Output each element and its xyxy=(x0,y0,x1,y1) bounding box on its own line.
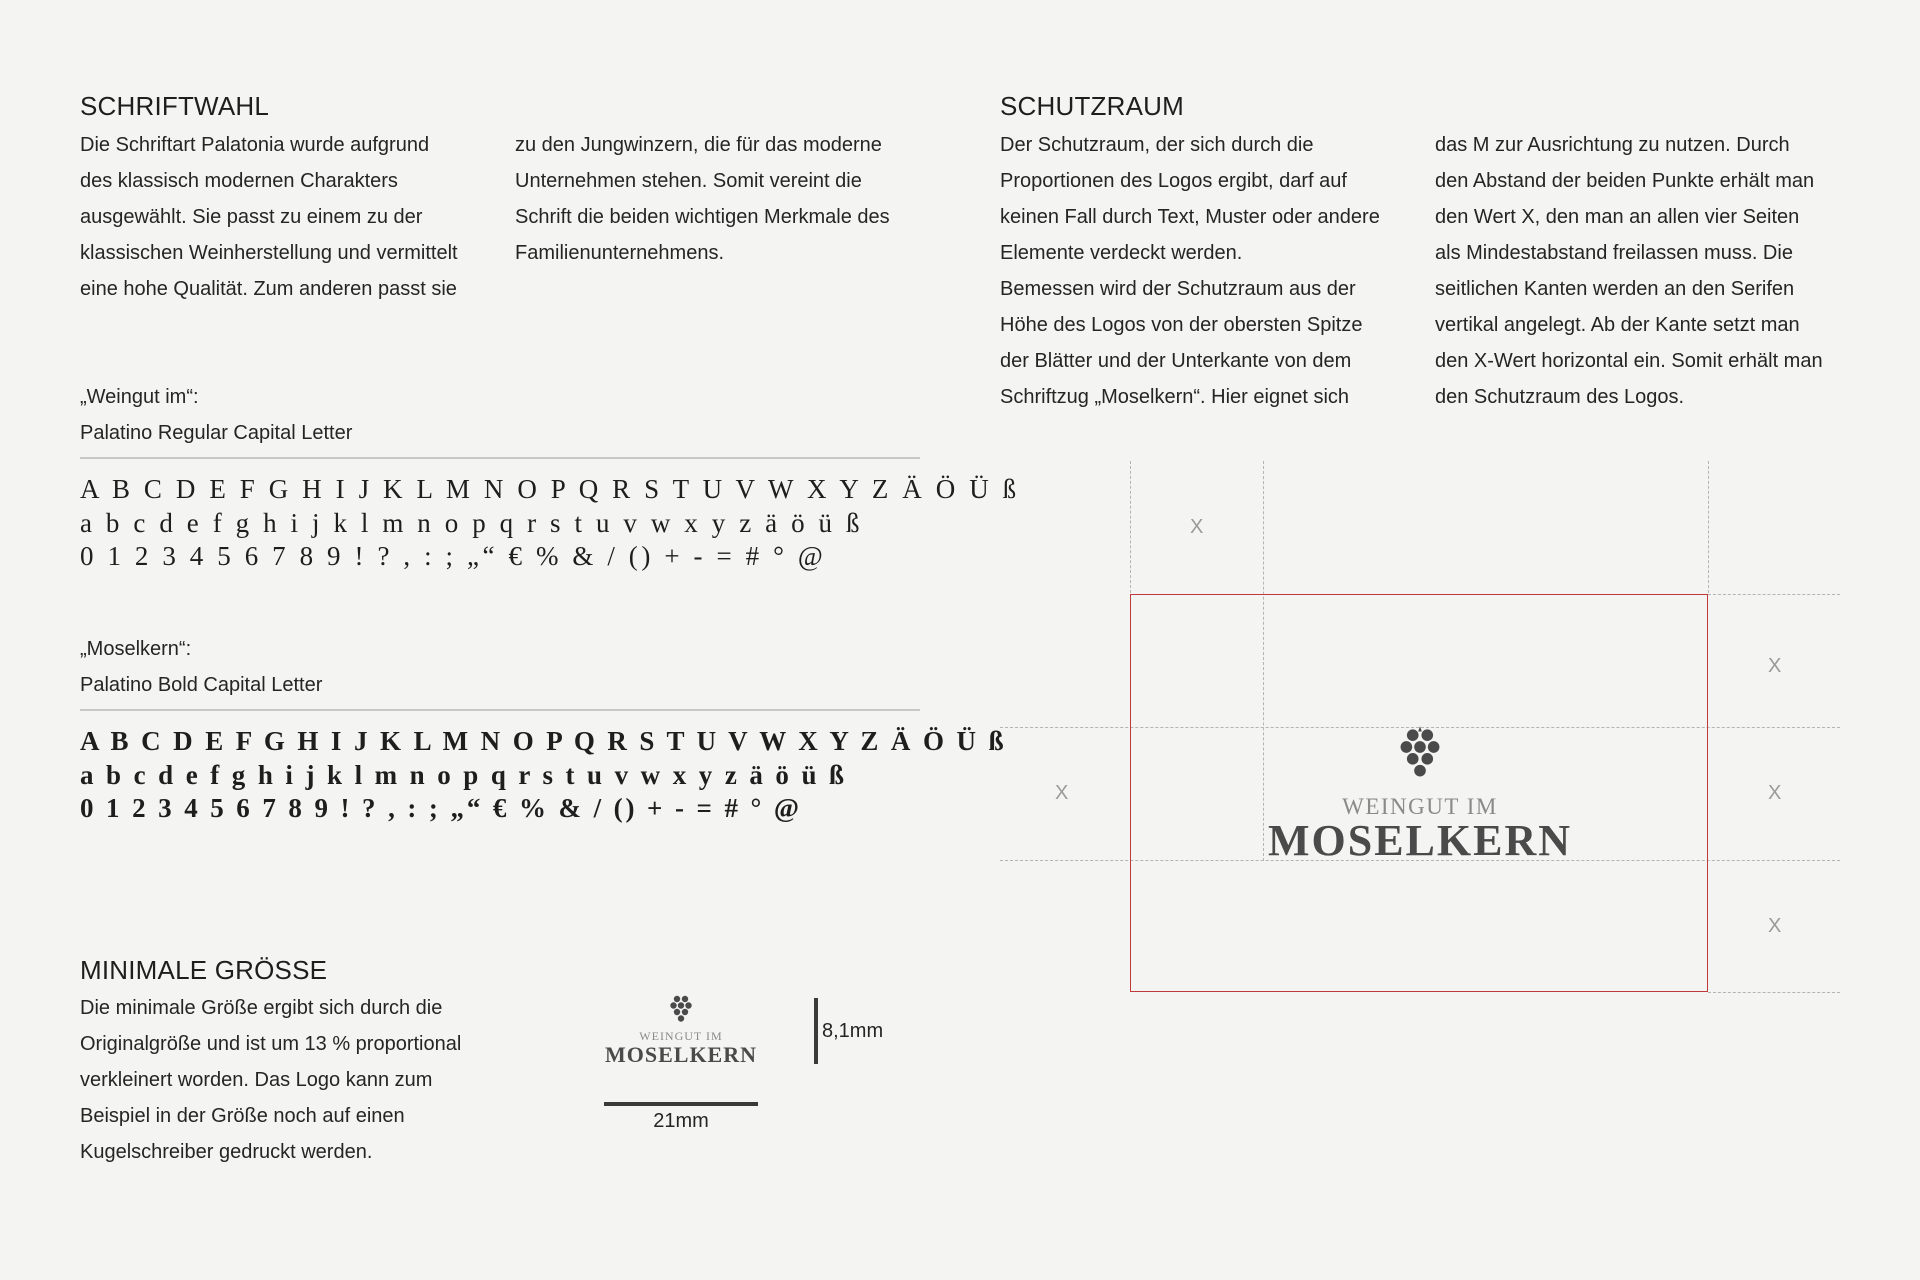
logo-small xyxy=(600,994,762,1067)
text-line: den Schutzraum des Logos. xyxy=(1435,386,1685,408)
guide-vertical xyxy=(1130,461,1131,593)
schutzraum-heading: SCHUTZRAUM xyxy=(1000,91,1184,121)
guide-horizontal xyxy=(1708,992,1840,993)
text-line: Elemente verdeckt werden. xyxy=(1000,242,1243,264)
text-line: Die Schriftart Palatonia wurde aufgrund xyxy=(80,134,430,156)
minimale-groesse-text xyxy=(80,990,520,1170)
text-line: keinen Fall durch Text, Muster oder andere xyxy=(1000,206,1380,228)
grape-icon xyxy=(670,994,692,1028)
logo-large xyxy=(1230,726,1610,866)
text-line: Bemessen wird der Schutzraum aus der xyxy=(1000,278,1356,300)
text-line: klassischen Weinherstellung und vermittelt xyxy=(80,242,458,264)
font-sample-name: Palatino Regular Capital Letter xyxy=(80,422,353,444)
text-line: Schrift die beiden wichtigen Merkmale des xyxy=(515,206,890,228)
glyph-row-upper: A B C D E F G H I J K L M N O P Q R S T U V W X Y Z Ä Ö Ü ß xyxy=(80,474,1020,504)
logo-top-line: WEINGUT IM xyxy=(639,1029,723,1043)
font-sample-label: „Weingut im“: xyxy=(80,386,199,408)
divider xyxy=(80,457,920,459)
text-line: das M zur Ausrichtung zu nutzen. Durch xyxy=(1435,134,1790,156)
text-line: Originalgröße und ist um 13 % proportional xyxy=(80,1033,462,1055)
text-line: Die minimale Größe ergibt sich durch die xyxy=(80,997,443,1019)
x-marker: X xyxy=(1768,655,1782,677)
text-line: Proportionen des Logos ergibt, darf auf xyxy=(1000,170,1347,192)
x-marker: X xyxy=(1190,516,1204,538)
text-line: Beispiel in der Größe noch auf einen xyxy=(80,1105,405,1127)
text-line: des klassisch modernen Charakters xyxy=(80,170,398,192)
glyph-row-symbols: 0 1 2 3 4 5 6 7 8 9 ! ? , : ; „“ € % & / () + - = # ° @ xyxy=(80,793,802,823)
text-line: Höhe des Logos von der obersten Spitze xyxy=(1000,314,1363,336)
height-dimension-line xyxy=(814,998,818,1064)
glyph-row-lower: a b c d e f g h i j k l m n o p q r s t u v w x y z ä ö ü ß xyxy=(80,760,847,790)
guide-horizontal xyxy=(1708,594,1840,595)
schriftwahl-col2 xyxy=(515,127,935,271)
glyph-row-lower: a b c d e f g h i j k l m n o p q r s t u v w x y z ä ö ü ß xyxy=(80,508,864,538)
schriftwahl-col1 xyxy=(80,127,500,307)
text-line: Schriftzug „Moselkern“. Hier eignet sich xyxy=(1000,386,1350,408)
text-line: seitlichen Kanten werden an den Serifen xyxy=(1435,278,1795,300)
schutzraum-col1 xyxy=(1000,127,1430,415)
logo-top-line: WEINGUT IM xyxy=(1342,794,1498,819)
text-line: Familienunternehmens. xyxy=(515,242,724,264)
text-line: zu den Jungwinzern, die für das moderne xyxy=(515,134,882,156)
font-sample-name: Palatino Bold Capital Letter xyxy=(80,674,323,696)
text-line: den Abstand der beiden Punkte erhält man xyxy=(1435,170,1815,192)
glyph-row-upper: A B C D E F G H I J K L M N O P Q R S T U V W X Y Z Ä Ö Ü ß xyxy=(80,726,1007,756)
schriftwahl-heading: SCHRIFTWAHL xyxy=(80,91,270,121)
text-line: als Mindestabstand freilassen muss. Die xyxy=(1435,242,1793,264)
guide-vertical xyxy=(1708,461,1709,593)
width-dimension-label: 21mm xyxy=(653,1110,709,1132)
text-line: eine hohe Qualität. Zum anderen passt sie xyxy=(80,278,457,300)
minimale-groesse-heading: MINIMALE GRÖSSE xyxy=(80,955,328,985)
divider xyxy=(80,709,920,711)
height-dimension-label: 8,1mm xyxy=(822,1020,884,1042)
font-sample-label: „Moselkern“: xyxy=(80,638,192,660)
text-line: Unternehmen stehen. Somit vereint die xyxy=(515,170,862,192)
text-line: den X-Wert horizontal ein. Somit erhält man xyxy=(1435,350,1823,372)
x-marker: X xyxy=(1768,915,1782,937)
text-line: vertikal angelegt. Ab der Kante setzt man xyxy=(1435,314,1800,336)
x-marker: X xyxy=(1768,782,1782,804)
text-line: verkleinert worden. Das Logo kann zum xyxy=(80,1069,433,1091)
text-line: der Blätter und der Unterkante von dem xyxy=(1000,350,1352,372)
x-marker: X xyxy=(1055,782,1069,804)
logo-main-line: MOSELKERN xyxy=(604,1042,758,1067)
text-line: ausgewählt. Sie passt zu einem zu der xyxy=(80,206,423,228)
text-line: Kugelschreiber gedruckt werden. xyxy=(80,1141,373,1163)
text-line: den Wert X, den man an allen vier Seiten xyxy=(1435,206,1800,228)
text-line: Der Schutzraum, der sich durch die xyxy=(1000,134,1314,156)
grape-icon xyxy=(1400,726,1440,788)
glyph-row-symbols: 0 1 2 3 4 5 6 7 8 9 ! ? , : ; „“ € % & / () + - = # ° @ xyxy=(80,541,827,571)
schutzraum-col2 xyxy=(1435,127,1875,415)
logo-main-line: MOSELKERN xyxy=(1267,816,1573,865)
